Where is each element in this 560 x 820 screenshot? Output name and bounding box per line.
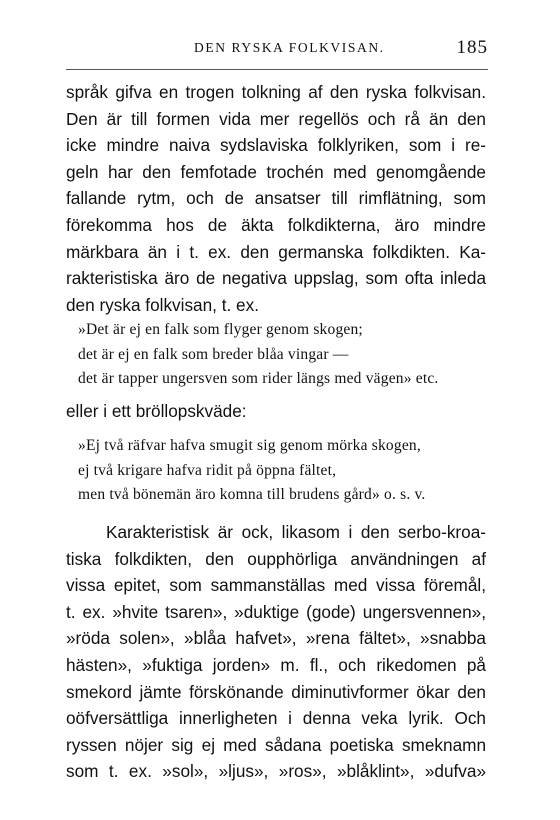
text-line: Karakteristisk är ock, likasom i den serbo-kroa- (106, 522, 486, 542)
text-line: fallande rytm, och de ansatser till rimflätning, som (66, 188, 486, 209)
text-line: Den är till formen vida mer regellös och rå än den (66, 108, 486, 129)
text-line: geln har den femfotade trochén med genomgående (66, 161, 486, 182)
running-title: DEN RYSKA FOLKVISAN. (194, 40, 385, 55)
text-line: vissa epitet, som sammanställas med vissa föremål, (66, 575, 486, 596)
text-line: hästen», »fuktiga jorden» m. fl., och rikedomen på (66, 654, 486, 675)
text-line: rakteristiska äro de negativa uppslag, som ofta inleda (66, 268, 486, 289)
text-line: t. ex. »hvite tsaren», »duktige (gode) ungersvennen», (66, 601, 486, 622)
running-head (66, 37, 488, 60)
verse-line: »Ej två räfvar hafva smugit sig genom mörka skogen, (78, 437, 421, 454)
text-line: smekord jämte förskönande diminutivformer ökar den (66, 681, 486, 702)
text-line: eller i ett bröllopskväde: (66, 401, 247, 421)
header-rule (66, 69, 488, 70)
verse-line: men två bönemän äro komna till brudens gård» o. s. v. (78, 486, 426, 504)
text-line: förekomma hos de äkta folkdikterna, äro mindre (66, 214, 486, 235)
paragraph-1 (66, 79, 486, 318)
text-line: icke mindre naiva sydslaviska folklyriken, som i re- (66, 135, 486, 156)
verse-line: ej två krigare hafva ridit på öppna fältet, (78, 461, 337, 479)
verse-line: det är ej en falk som breder blåa vingar — (78, 345, 349, 363)
paragraph-2 (66, 519, 486, 785)
quote-rafvar (78, 434, 498, 508)
quote-falk (78, 318, 498, 392)
text-line: den ryska folkvisan, t. ex. (66, 294, 259, 315)
text-line: som t. ex. »sol», »ljus», »ros», »blåklint», »dufva» (66, 761, 486, 782)
text-line: oöfversättliga innerligheten i denna veka lyrik. Och (66, 708, 486, 729)
wedding-song-intro (66, 398, 486, 424)
text-line: språk gifva en trogen tolkning af den ryska folkvisan. (66, 82, 486, 102)
text-line: ryssen nöjer sig ej med sådana poetiska smeknamn (66, 734, 486, 755)
text-line: märkbara än i t. ex. den germanska folkdikten. Ka- (66, 241, 486, 262)
verse-line: det är tapper ungersven som rider längs med vägen» etc. (78, 370, 439, 388)
page-number: 185 (456, 37, 488, 58)
verse-line: »Det är ej en falk som flyger genom skogen; (78, 321, 363, 338)
text-line: »röda solen», »blåa hafvet», »rena fältet», »snabba (66, 628, 486, 649)
text-line: tiska folkdikten, den oupphörliga användningen af (66, 548, 486, 569)
